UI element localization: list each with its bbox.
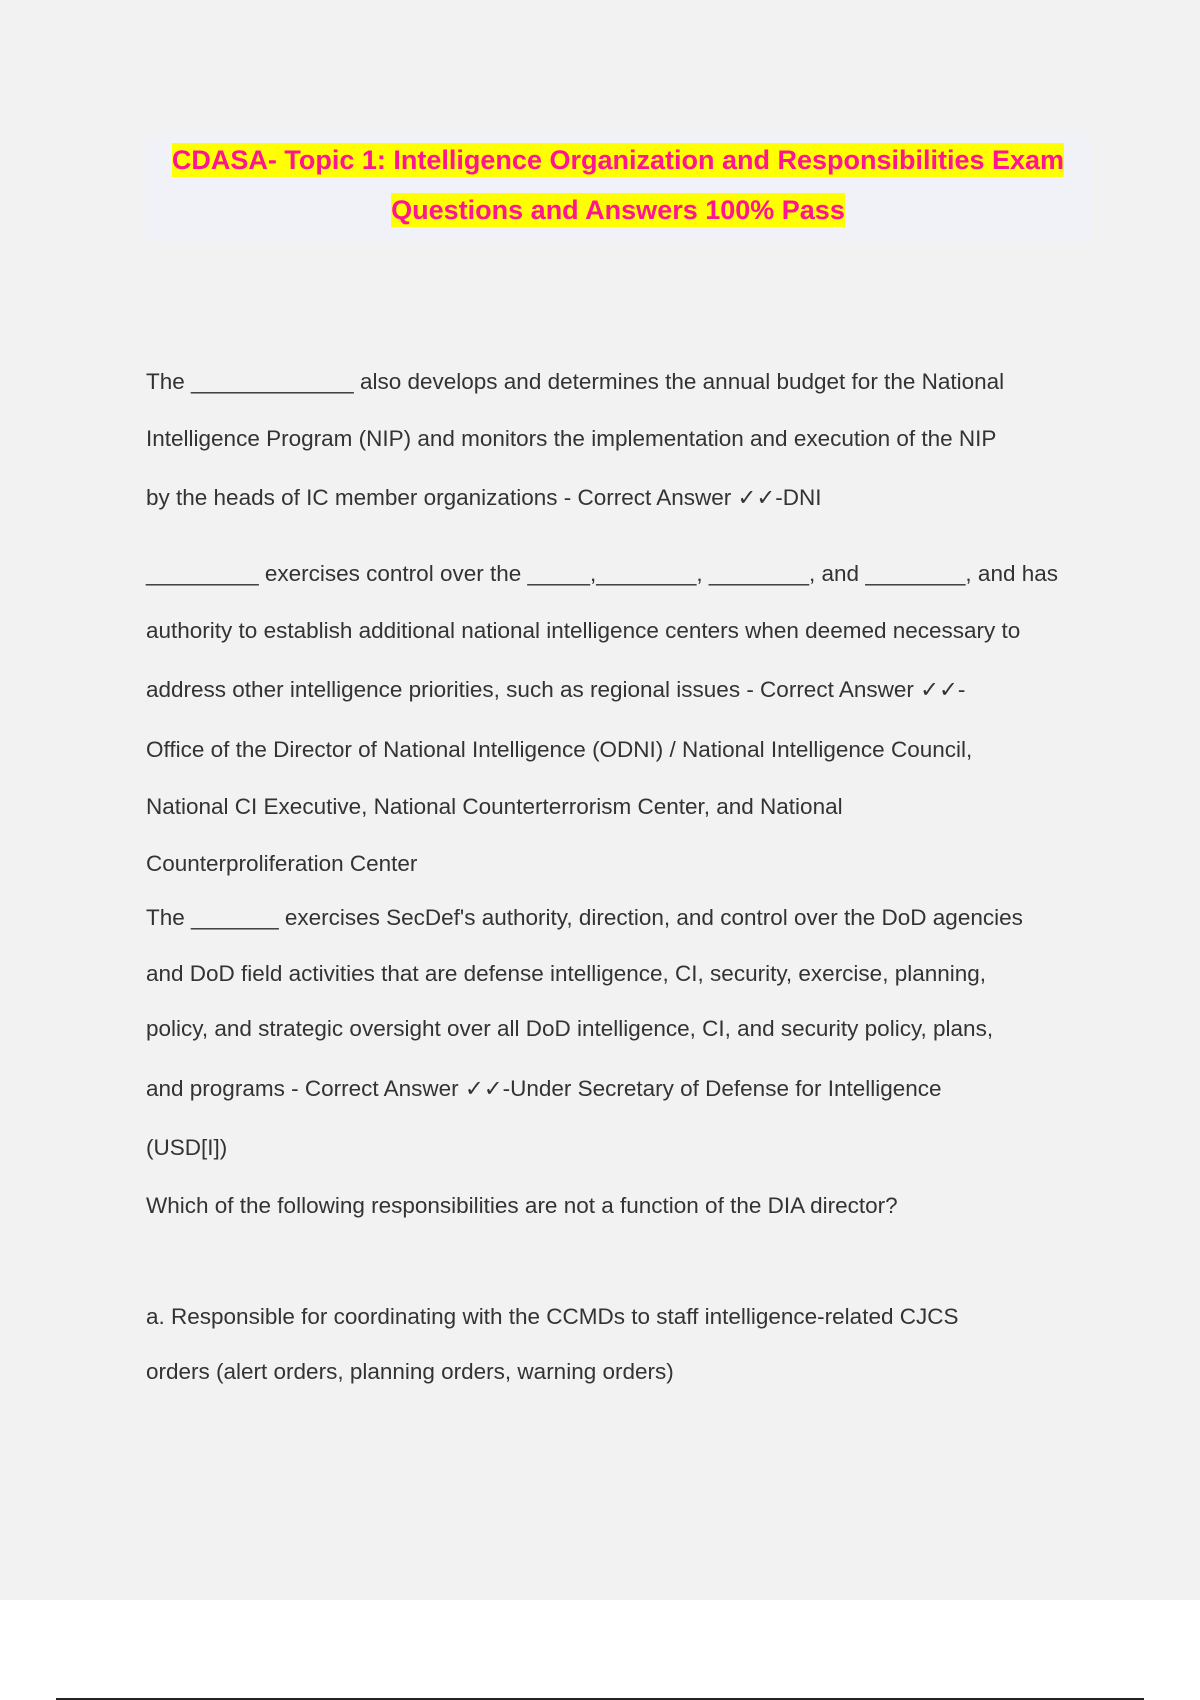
question-2-line-1: _________ exercises control over the _____,________, ________, and ________, and has (146, 561, 1058, 586)
document-title (145, 135, 1091, 235)
question-2-answer: address other intelligence priorities, such as regional issues - Correct Answer ✓✓- (146, 677, 966, 702)
question-1-answer: by the heads of IC member organizations - Correct Answer ✓✓-DNI (146, 485, 822, 510)
question-3-line-1: The _______ exercises SecDef's authority, direction, and control over the DoD agencies (146, 905, 1023, 930)
question-2-answer-line-4: Counterproliferation Center (146, 851, 418, 876)
question-3-answer-line-2: (USD[I]) (146, 1135, 228, 1160)
question-2-answer-line-2: Office of the Director of National Intelligence (ODNI) / National Intelligence Council, (146, 737, 973, 762)
question-4-option-a: a. Responsible for coordinating with the CCMDs to staff intelligence-related CJCS (146, 1304, 959, 1329)
question-4-option-a-line-2: orders (alert orders, planning orders, warning orders) (146, 1359, 674, 1384)
question-2-answer-line-3: National CI Executive, National Counterterrorism Center, and National (146, 794, 843, 819)
question-4-prompt: Which of the following responsibilities are not a function of the DIA director? (146, 1193, 898, 1218)
title-line-2: Questions and Answers 100% Pass (391, 195, 845, 225)
question-3-line-3: policy, and strategic oversight over all DoD intelligence, CI, and security policy, plans, (146, 1016, 994, 1041)
question-2-line-2: authority to establish additional national intelligence centers when deemed necessary to (146, 618, 1021, 643)
question-1-line-1: The _____________ also develops and determines the annual budget for the National (146, 369, 1005, 394)
question-3-line-2: and DoD field activities that are defense intelligence, CI, security, exercise, planning, (146, 961, 987, 986)
question-3-answer: and programs - Correct Answer ✓✓-Under Secretary of Defense for Intelligence (146, 1076, 942, 1101)
question-1-line-2: Intelligence Program (NIP) and monitors the implementation and execution of the NIP (146, 426, 997, 451)
title-line-1: CDASA- Topic 1: Intelligence Organization and Responsibilities Exam (171, 145, 1065, 175)
